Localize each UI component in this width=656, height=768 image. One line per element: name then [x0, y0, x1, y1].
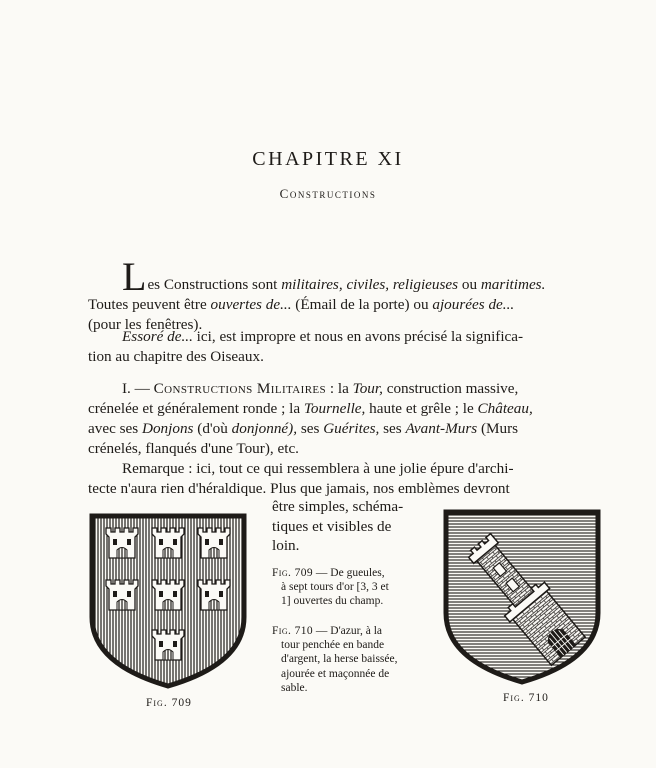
italic-run: ajourées de...: [432, 296, 515, 313]
text-line: [88, 254, 606, 299]
text-line: tour penchée en bande: [281, 639, 385, 652]
text-run: (Émail de la porte) ou: [291, 296, 433, 313]
text-line: [88, 399, 606, 419]
caption-label: Fig. 710: [272, 625, 314, 637]
italic-run: Donjons: [141, 420, 194, 437]
chapter-subtitle: Constructions: [279, 186, 377, 201]
paragraph-essore: [88, 327, 606, 367]
text-run: ici, est impropre et nous en avons précisé la significa-: [192, 328, 524, 345]
text-run: construction massive,: [382, 380, 519, 397]
text-run: — De gueules,: [313, 567, 385, 579]
text-line: 1] ouvertes du champ.: [281, 595, 384, 608]
italic-run: maritimes.: [480, 276, 546, 293]
text-line: [88, 327, 606, 347]
text-line: tecte n'aura rien d'héraldique. Plus que jamais, nos emblèmes devront: [88, 480, 510, 497]
italic-run: Château,: [477, 400, 533, 417]
italic-run: Essoré de...: [122, 328, 193, 345]
text-run: ou: [458, 276, 481, 293]
shield-709-icon: [88, 512, 248, 690]
shield-710-icon: [442, 508, 602, 686]
chapter-title: CHAPITRE XI: [252, 148, 404, 170]
text-line: tion au chapitre des Oiseaux.: [88, 348, 264, 365]
text-line: tiques et visibles de: [272, 517, 392, 535]
italic-run: Tour,: [352, 380, 383, 397]
text-line: [272, 566, 430, 580]
text-line: d'argent, la herse baissée,: [281, 653, 398, 666]
text-line: loin.: [272, 537, 300, 554]
text-run: : la: [326, 380, 353, 397]
text-run: haute et grêle ; le: [365, 400, 478, 417]
text-run: I. —: [122, 380, 154, 397]
italic-run: Guérites,: [323, 420, 380, 437]
text-run: (d'où: [193, 420, 232, 437]
paragraph-remarque: [88, 459, 606, 499]
italic-run: Avant-Murs: [405, 420, 478, 437]
text-line: être simples, schéma-: [272, 498, 404, 515]
text-line: à sept tours d'or [3, 3 et: [281, 581, 389, 594]
text-run: ses: [297, 420, 324, 437]
italic-run: militaires, civiles, religieuses: [281, 276, 459, 293]
text-line: crénelés, flanqués d'une Tour), etc.: [88, 440, 299, 457]
paragraph-military: [88, 379, 606, 459]
text-run: es Constructions sont: [147, 276, 282, 293]
figure-label-710: Fig. 710: [503, 692, 549, 704]
text-line: Remarque : ici, tout ce qui ressemblera à une jolie épure d'archi-: [122, 460, 514, 477]
text-run: avec ses: [88, 420, 142, 437]
text-line: ajourée et maçonnée de: [281, 667, 390, 680]
drop-cap: L: [122, 254, 147, 299]
italic-run: ouvertes de...: [210, 296, 292, 313]
figure-label-709: Fig. 709: [146, 697, 192, 709]
text-line: [272, 624, 430, 638]
paragraph-intro: [88, 254, 606, 335]
italic-run: donjonné),: [231, 420, 298, 437]
text-line: sable.: [281, 681, 308, 694]
text-run: (Murs: [477, 420, 519, 437]
paragraph-continuation: [272, 497, 424, 556]
text-run: ses: [379, 420, 406, 437]
text-line: (pour les fenêtres).: [88, 316, 203, 333]
caption-label: Fig. 709: [272, 567, 314, 579]
text-line: [88, 419, 606, 439]
caption-fig-710: [272, 624, 430, 695]
text-run: Toutes peuvent être: [88, 296, 211, 313]
section-heading: Constructions Militaires: [153, 380, 327, 397]
text-run: crénelée et généralement ronde ; la: [88, 400, 304, 417]
text-line: [88, 295, 606, 315]
text-line: [88, 379, 606, 399]
text-run: — D'azur, à la: [313, 625, 383, 637]
italic-run: Tournelle,: [303, 400, 366, 417]
caption-fig-709: [272, 566, 430, 609]
